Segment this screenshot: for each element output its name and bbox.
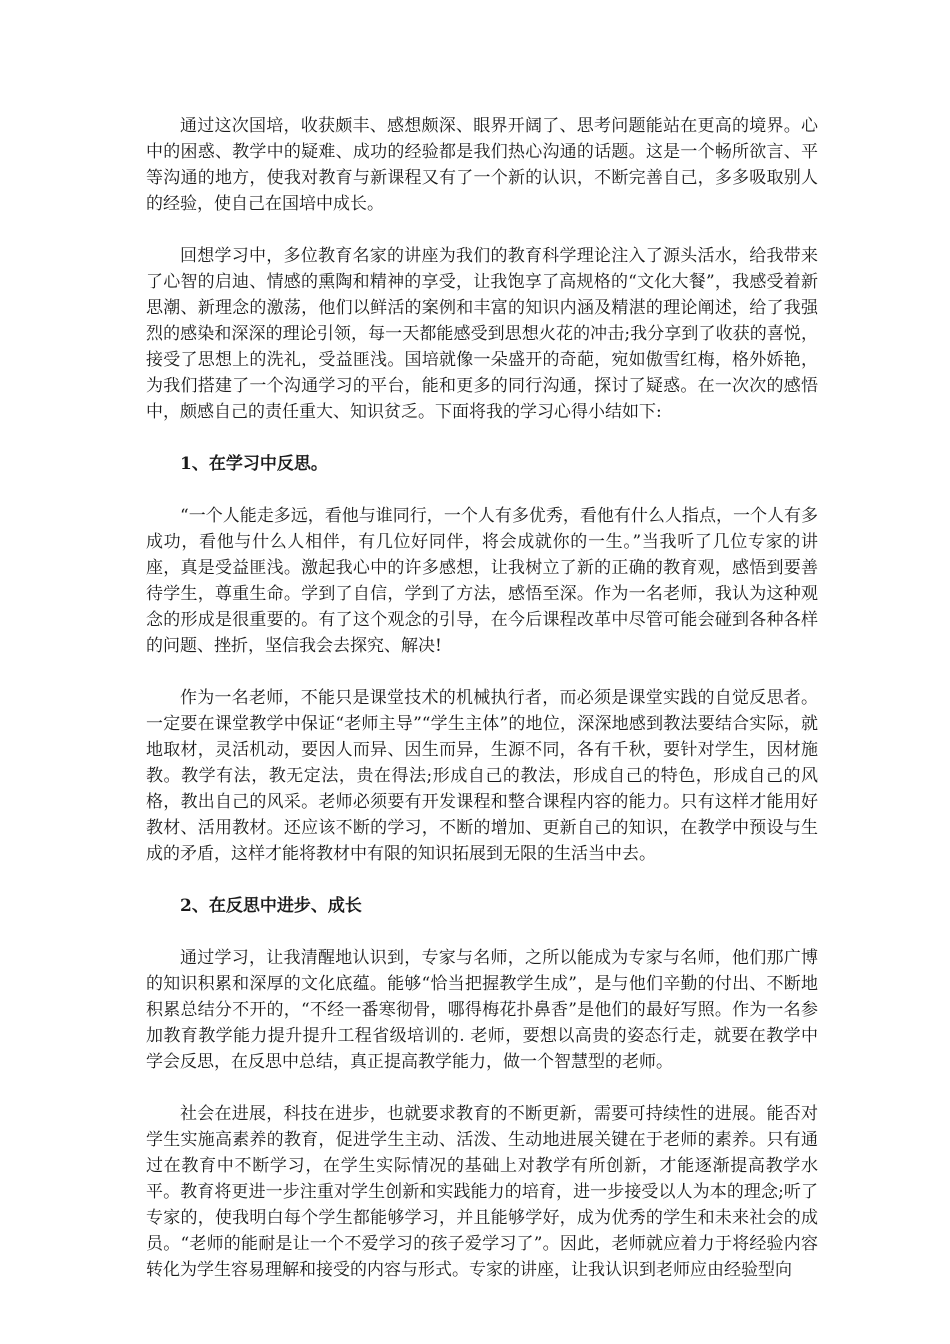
paragraph-4: 作为一名老师，不能只是课堂技术的机械执行者，而必须是课堂实践的自觉反思者。一定要在课堂教学中保证“老师主导”“学生主体”的地位，深深地感到教法要结合实际，就地取材，灵活机动，要因人而异、因生而异，生源不同，各有千秋，要针对学生，因材施教。教学有法，教无定法，贵在得法;形成自己的教法，形成自己的特色，形成自己的风格，教出自己的风采。老师必须要有开发课程和整合课程内容的能力。只有这样才能用好教材、活用教材。还应该不断的学习，不断的增加、更新自己的知识，在教学中预设与生成的矛盾，这样才能将教材中有限的知识拓展到无限的生活当中去。 <box>146 688 818 864</box>
paragraph-5: 通过学习，让我清醒地认识到，专家与名师，之所以能成为专家与名师，他们那广博的知识积累和深厚的文化底蕴。能够“恰当把握教学生成”，是与他们辛勤的付出、不断地积累总结分不开的，“不经一番寒彻骨，哪得梅花扑鼻香”是他们的最好写照。作为一名参加教育教学能力提升提升工程省级培训的. 老师，要想以高贵的姿态行走，就要在教学中学会反思，在反思中总结，真正提高教学能力，做一个智慧型的老师。 <box>146 948 818 1072</box>
paragraph-2: 回想学习中，多位教育名家的讲座为我们的教育科学理论注入了源头活水，给我带来了心智的启迪、情感的熏陶和精神的享受，让我饱享了高规格的“文化大餐”，我感受着新思潮、新理念的激荡，他们以鲜活的案例和丰富的知识内涵及精湛的理论阐述，给了我强烈的感染和深深的理论引领，每一天都能感受到思想火花的冲击;我分享到了收获的喜悦，接受了思想上的洗礼，受益匪浅。国培就像一朵盛开的奇葩，宛如傲雪红梅，格外娇艳，为我们搭建了一个沟通学习的平台，能和更多的同行沟通，探讨了疑惑。在一次次的感悟中，颇感自己的责任重大、知识贫乏。下面将我的学习心得小结如下: <box>146 246 818 422</box>
document-body <box>146 113 818 1283</box>
paragraph-3: “一个人能走多远，看他与谁同行，一个人有多优秀，看他有什么人指点，一个人有多成功，看他与什么人相伴，有几位好同伴，将会成就你的一生。”当我听了几位专家的讲座，真是受益匪浅。激起我心中的许多感想，让我树立了新的正确的教育观，感悟到要善待学生，尊重生命。学到了自信，学到了方法，感悟至深。作为一名老师，我认为这种观念的形成是很重要的。有了这个观念的引导，在今后课程改革中尽管可能会碰到各种各样的问题、挫折，坚信我会去探究、解决! <box>146 506 818 656</box>
section-heading-1: 1、在学习中反思。 <box>180 454 328 474</box>
paragraph-1: 通过这次国培，收获颇丰、感想颇深、眼界开阔了、思考问题能站在更高的境界。心中的困惑、教学中的疑难、成功的经验都是我们热心沟通的话题。这是一个畅所欲言、平等沟通的地方，使我对教育与新课程又有了一个新的认识，不断完善自己，多多吸取别人的经验，使自己在国培中成长。 <box>146 116 818 214</box>
section-heading-2: 2、在反思中进步、成长 <box>180 896 362 916</box>
paragraph-6: 社会在进展，科技在进步，也就要求教育的不断更新，需要可持续性的进展。能否对学生实施高素养的教育，促进学生主动、活泼、生动地进展关键在于老师的素养。只有通过在教育中不断学习，在学生实际情况的基础上对教学有所创新，才能逐渐提高教学水平。教育将更进一步注重对学生创新和实践能力的培育，进一步接受以人为本的理念;听了专家的，使我明白每个学生都能够学习，并且能够学好，成为优秀的学生和未来社会的成员。“老师的能耐是让一个不爱学习的孩子爱学习了”。因此，老师就应着力于将经验内容转化为学生容易理解和接受的内容与形式。专家的讲座，让我认识到老师应由经验型向 <box>146 1104 818 1280</box>
